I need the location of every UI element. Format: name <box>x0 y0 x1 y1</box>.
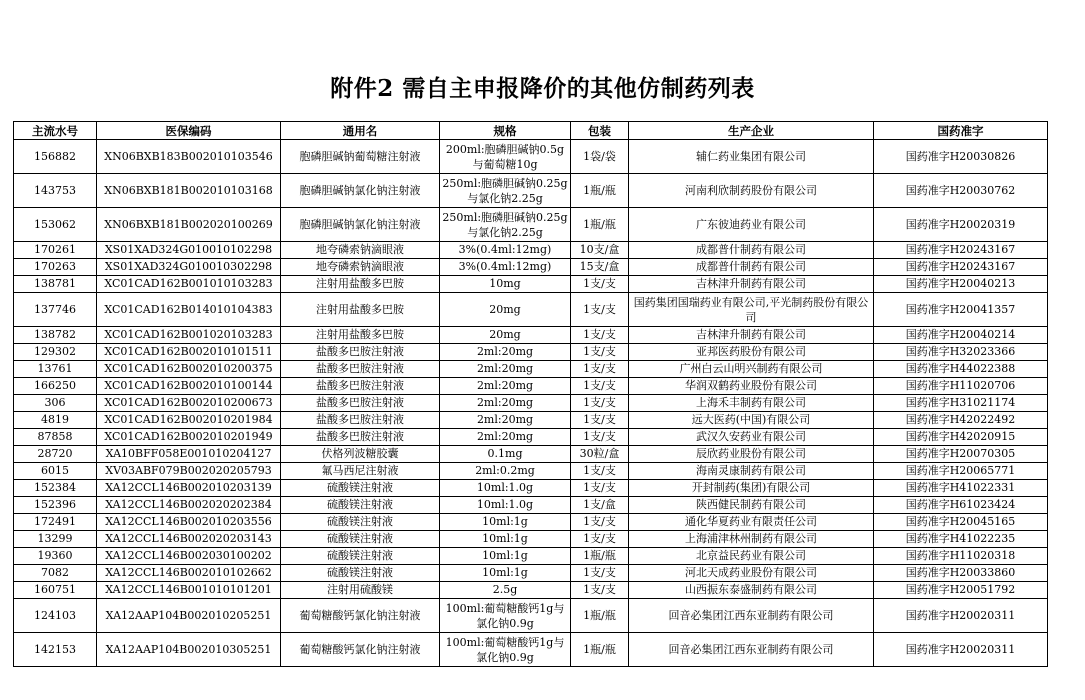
specification-cell: 200ml:胞磷胆碱钠0.5g与葡萄糖10g <box>440 140 571 174</box>
specification-cell: 10mg <box>440 276 571 293</box>
serial-number-cell: 4819 <box>14 412 97 429</box>
generic-name-cell: 硫酸镁注射液 <box>281 480 440 497</box>
packaging-cell: 15支/盒 <box>571 259 629 276</box>
serial-number-cell: 13761 <box>14 361 97 378</box>
serial-number-cell: 166250 <box>14 378 97 395</box>
generic-name-cell: 地夸磷索钠滴眼液 <box>281 259 440 276</box>
table-row <box>14 293 1048 327</box>
approval-number-cell: 国药准字H20040213 <box>874 276 1048 293</box>
manufacturer-cell: 广东彼迪药业有限公司 <box>629 208 874 242</box>
packaging-cell: 1瓶/瓶 <box>571 174 629 208</box>
specification-cell: 100ml:葡萄糖酸钙1g与氯化钠0.9g <box>440 599 571 633</box>
packaging-cell: 10支/盒 <box>571 242 629 259</box>
serial-number-cell: 160751 <box>14 582 97 599</box>
manufacturer-cell: 开封制药(集团)有限公司 <box>629 480 874 497</box>
manufacturer-cell: 武汉久安药业有限公司 <box>629 429 874 446</box>
specification-cell: 2ml:20mg <box>440 395 571 412</box>
insurance-code-cell: XA10BFF058E001010204127 <box>97 446 281 463</box>
packaging-cell: 1瓶/瓶 <box>571 633 629 667</box>
table-row <box>14 548 1048 565</box>
insurance-code-cell: XN06BXB183B002010103546 <box>97 140 281 174</box>
approval-number-cell: 国药准字H41022235 <box>874 531 1048 548</box>
serial-number-cell: 143753 <box>14 174 97 208</box>
packaging-cell: 1支/支 <box>571 344 629 361</box>
serial-number-cell: 28720 <box>14 446 97 463</box>
packaging-cell: 1支/支 <box>571 514 629 531</box>
approval-number-cell: 国药准字H20030826 <box>874 140 1048 174</box>
manufacturer-cell: 陕西健民制药有限公司 <box>629 497 874 514</box>
insurance-code-cell: XC01CAD162B002010201984 <box>97 412 281 429</box>
insurance-code-cell: XA12AAP104B002010305251 <box>97 633 281 667</box>
packaging-cell: 1支/支 <box>571 395 629 412</box>
approval-number-cell: 国药准字H42020915 <box>874 429 1048 446</box>
manufacturer-cell: 上海禾丰制药有限公司 <box>629 395 874 412</box>
column-header-manufacturer: 生产企业 <box>629 122 874 140</box>
serial-number-cell: 124103 <box>14 599 97 633</box>
table-row <box>14 242 1048 259</box>
insurance-code-cell: XA12CCL146B002020202384 <box>97 497 281 514</box>
table-row <box>14 497 1048 514</box>
insurance-code-cell: XA12CCL146B002020203143 <box>97 531 281 548</box>
packaging-cell: 1支/支 <box>571 463 629 480</box>
manufacturer-cell: 成都普什制药有限公司 <box>629 259 874 276</box>
approval-number-cell: 国药准字H20243167 <box>874 242 1048 259</box>
specification-cell: 10ml:1g <box>440 565 571 582</box>
approval-number-cell: 国药准字H11020318 <box>874 548 1048 565</box>
approval-number-cell: 国药准字H20045165 <box>874 514 1048 531</box>
serial-number-cell: 156882 <box>14 140 97 174</box>
serial-number-cell: 153062 <box>14 208 97 242</box>
serial-number-cell: 152384 <box>14 480 97 497</box>
approval-number-cell: 国药准字H20070305 <box>874 446 1048 463</box>
generic-name-cell: 注射用盐酸多巴胺 <box>281 276 440 293</box>
approval-number-cell: 国药准字H20051792 <box>874 582 1048 599</box>
table-row <box>14 361 1048 378</box>
specification-cell: 10ml:1.0g <box>440 497 571 514</box>
specification-cell: 100ml:葡萄糖酸钙1g与氯化钠0.9g <box>440 633 571 667</box>
manufacturer-cell: 辰欣药业股份有限公司 <box>629 446 874 463</box>
manufacturer-cell: 回音必集团江西东亚制药有限公司 <box>629 633 874 667</box>
packaging-cell: 1袋/袋 <box>571 140 629 174</box>
serial-number-cell: 170261 <box>14 242 97 259</box>
table-header-row <box>14 122 1048 140</box>
table-row <box>14 531 1048 548</box>
column-header-insurance-code: 医保编码 <box>97 122 281 140</box>
approval-number-cell: 国药准字H20041357 <box>874 293 1048 327</box>
manufacturer-cell: 河南利欣制药股份有限公司 <box>629 174 874 208</box>
serial-number-cell: 142153 <box>14 633 97 667</box>
specification-cell: 20mg <box>440 293 571 327</box>
serial-number-cell: 170263 <box>14 259 97 276</box>
generic-name-cell: 硫酸镁注射液 <box>281 548 440 565</box>
approval-number-cell: 国药准字H20065771 <box>874 463 1048 480</box>
serial-number-cell: 7082 <box>14 565 97 582</box>
approval-number-cell: 国药准字H61023424 <box>874 497 1048 514</box>
manufacturer-cell: 回音必集团江西东亚制药有限公司 <box>629 599 874 633</box>
insurance-code-cell: XA12CCL146B001010101201 <box>97 582 281 599</box>
table-row <box>14 514 1048 531</box>
packaging-cell: 1瓶/瓶 <box>571 548 629 565</box>
serial-number-cell: 306 <box>14 395 97 412</box>
insurance-code-cell: XC01CAD162B002010100144 <box>97 378 281 395</box>
specification-cell: 10ml:1g <box>440 531 571 548</box>
specification-cell: 250ml:胞磷胆碱钠0.25g与氯化钠2.25g <box>440 208 571 242</box>
generic-name-cell: 注射用盐酸多巴胺 <box>281 327 440 344</box>
insurance-code-cell: XN06BXB181B002020100269 <box>97 208 281 242</box>
table-row <box>14 276 1048 293</box>
generic-name-cell: 硫酸镁注射液 <box>281 514 440 531</box>
packaging-cell: 1瓶/瓶 <box>571 208 629 242</box>
insurance-code-cell: XA12CCL146B002010102662 <box>97 565 281 582</box>
generic-name-cell: 注射用硫酸镁 <box>281 582 440 599</box>
manufacturer-cell: 河北天成药业股份有限公司 <box>629 565 874 582</box>
generic-name-cell: 胞磷胆碱钠葡萄糖注射液 <box>281 140 440 174</box>
manufacturer-cell: 远大医药(中国)有限公司 <box>629 412 874 429</box>
manufacturer-cell: 吉林津升制药有限公司 <box>629 327 874 344</box>
packaging-cell: 1支/支 <box>571 531 629 548</box>
serial-number-cell: 6015 <box>14 463 97 480</box>
insurance-code-cell: XC01CAD162B002010200673 <box>97 395 281 412</box>
table-row <box>14 599 1048 633</box>
specification-cell: 2ml:20mg <box>440 361 571 378</box>
generic-name-cell: 氟马西尼注射液 <box>281 463 440 480</box>
table-row <box>14 395 1048 412</box>
approval-number-cell: 国药准字H41022331 <box>874 480 1048 497</box>
serial-number-cell: 138781 <box>14 276 97 293</box>
table-row <box>14 429 1048 446</box>
table-row <box>14 344 1048 361</box>
generic-name-cell: 注射用盐酸多巴胺 <box>281 293 440 327</box>
packaging-cell: 1支/支 <box>571 361 629 378</box>
table-row <box>14 327 1048 344</box>
insurance-code-cell: XA12AAP104B002010205251 <box>97 599 281 633</box>
column-header-specification: 规格 <box>440 122 571 140</box>
specification-cell: 2.5g <box>440 582 571 599</box>
generic-name-cell: 伏格列波糖胶囊 <box>281 446 440 463</box>
serial-number-cell: 19360 <box>14 548 97 565</box>
manufacturer-cell: 吉林津升制药有限公司 <box>629 276 874 293</box>
specification-cell: 0.1mg <box>440 446 571 463</box>
manufacturer-cell: 辅仁药业集团有限公司 <box>629 140 874 174</box>
column-header-generic-name: 通用名 <box>281 122 440 140</box>
manufacturer-cell: 山西振东泰盛制药有限公司 <box>629 582 874 599</box>
approval-number-cell: 国药准字H32023366 <box>874 344 1048 361</box>
specification-cell: 10ml:1g <box>440 514 571 531</box>
approval-number-cell: 国药准字H20020319 <box>874 208 1048 242</box>
column-header-approval-number: 国药准字 <box>874 122 1048 140</box>
manufacturer-cell: 上海浦津林州制药有限公司 <box>629 531 874 548</box>
manufacturer-cell: 通化华夏药业有限责任公司 <box>629 514 874 531</box>
insurance-code-cell: XC01CAD162B002010201949 <box>97 429 281 446</box>
packaging-cell: 1支/支 <box>571 480 629 497</box>
table-row <box>14 259 1048 276</box>
specification-cell: 2ml:20mg <box>440 412 571 429</box>
manufacturer-cell: 亚邦医药股份有限公司 <box>629 344 874 361</box>
generic-name-cell: 硫酸镁注射液 <box>281 497 440 514</box>
generic-name-cell: 盐酸多巴胺注射液 <box>281 412 440 429</box>
generic-name-cell: 盐酸多巴胺注射液 <box>281 378 440 395</box>
approval-number-cell: 国药准字H20030762 <box>874 174 1048 208</box>
column-header-packaging: 包装 <box>571 122 629 140</box>
packaging-cell: 1支/支 <box>571 412 629 429</box>
approval-number-cell: 国药准字H11020706 <box>874 378 1048 395</box>
table-row <box>14 565 1048 582</box>
insurance-code-cell: XS01XAD324G010010302298 <box>97 259 281 276</box>
serial-number-cell: 138782 <box>14 327 97 344</box>
insurance-code-cell: XA12CCL146B002010203556 <box>97 514 281 531</box>
insurance-code-cell: XC01CAD162B002010200375 <box>97 361 281 378</box>
generic-name-cell: 胞磷胆碱钠氯化钠注射液 <box>281 174 440 208</box>
packaging-cell: 1支/盒 <box>571 497 629 514</box>
column-header-serial-number: 主流水号 <box>14 122 97 140</box>
table-row <box>14 633 1048 667</box>
serial-number-cell: 87858 <box>14 429 97 446</box>
insurance-code-cell: XC01CAD162B001020103283 <box>97 327 281 344</box>
approval-number-cell: 国药准字H44022388 <box>874 361 1048 378</box>
insurance-code-cell: XA12CCL146B002010203139 <box>97 480 281 497</box>
insurance-code-cell: XS01XAD324G010010102298 <box>97 242 281 259</box>
table-row <box>14 446 1048 463</box>
manufacturer-cell: 成都普什制药有限公司 <box>629 242 874 259</box>
insurance-code-cell: XV03ABF079B002020205793 <box>97 463 281 480</box>
specification-cell: 20mg <box>440 327 571 344</box>
table-body <box>14 140 1048 667</box>
insurance-code-cell: XC01CAD162B001010103283 <box>97 276 281 293</box>
approval-number-cell: 国药准字H20033860 <box>874 565 1048 582</box>
approval-number-cell: 国药准字H42022492 <box>874 412 1048 429</box>
page-title: 附件2 需自主申报降价的其他仿制药列表 <box>330 75 755 102</box>
serial-number-cell: 129302 <box>14 344 97 361</box>
table-row <box>14 140 1048 174</box>
specification-cell: 2ml:0.2mg <box>440 463 571 480</box>
specification-cell: 3%(0.4ml:12mg) <box>440 242 571 259</box>
generic-drug-table <box>13 121 1048 667</box>
generic-name-cell: 盐酸多巴胺注射液 <box>281 361 440 378</box>
packaging-cell: 1支/支 <box>571 565 629 582</box>
serial-number-cell: 137746 <box>14 293 97 327</box>
manufacturer-cell: 海南灵康制药有限公司 <box>629 463 874 480</box>
specification-cell: 3%(0.4ml:12mg) <box>440 259 571 276</box>
generic-name-cell: 地夸磷索钠滴眼液 <box>281 242 440 259</box>
packaging-cell: 1支/支 <box>571 327 629 344</box>
table-row <box>14 174 1048 208</box>
table-row <box>14 463 1048 480</box>
generic-name-cell: 葡萄糖酸钙氯化钠注射液 <box>281 633 440 667</box>
generic-name-cell: 盐酸多巴胺注射液 <box>281 395 440 412</box>
packaging-cell: 1瓶/瓶 <box>571 599 629 633</box>
insurance-code-cell: XC01CAD162B002010101511 <box>97 344 281 361</box>
generic-name-cell: 硫酸镁注射液 <box>281 565 440 582</box>
table-header <box>14 122 1048 140</box>
approval-number-cell: 国药准字H20020311 <box>874 599 1048 633</box>
serial-number-cell: 172491 <box>14 514 97 531</box>
manufacturer-cell: 国药集团国瑞药业有限公司,平光制药股份有限公司 <box>629 293 874 327</box>
specification-cell: 10ml:1g <box>440 548 571 565</box>
insurance-code-cell: XN06BXB181B002010103168 <box>97 174 281 208</box>
manufacturer-cell: 广州白云山明兴制药有限公司 <box>629 361 874 378</box>
table-row <box>14 208 1048 242</box>
table-row <box>14 582 1048 599</box>
specification-cell: 2ml:20mg <box>440 429 571 446</box>
packaging-cell: 1支/支 <box>571 429 629 446</box>
table-row <box>14 480 1048 497</box>
packaging-cell: 1支/支 <box>571 378 629 395</box>
generic-name-cell: 盐酸多巴胺注射液 <box>281 429 440 446</box>
specification-cell: 10ml:1.0g <box>440 480 571 497</box>
packaging-cell: 1支/支 <box>571 276 629 293</box>
manufacturer-cell: 华润双鹤药业股份有限公司 <box>629 378 874 395</box>
packaging-cell: 1支/支 <box>571 582 629 599</box>
generic-name-cell: 盐酸多巴胺注射液 <box>281 344 440 361</box>
specification-cell: 2ml:20mg <box>440 378 571 395</box>
generic-name-cell: 硫酸镁注射液 <box>281 531 440 548</box>
insurance-code-cell: XC01CAD162B014010104383 <box>97 293 281 327</box>
generic-name-cell: 葡萄糖酸钙氯化钠注射液 <box>281 599 440 633</box>
insurance-code-cell: XA12CCL146B002030100202 <box>97 548 281 565</box>
manufacturer-cell: 北京益民药业有限公司 <box>629 548 874 565</box>
table-row <box>14 378 1048 395</box>
specification-cell: 250ml:胞磷胆碱钠0.25g与氯化钠2.25g <box>440 174 571 208</box>
packaging-cell: 1支/支 <box>571 293 629 327</box>
generic-name-cell: 胞磷胆碱钠氯化钠注射液 <box>281 208 440 242</box>
specification-cell: 2ml:20mg <box>440 344 571 361</box>
approval-number-cell: 国药准字H31021174 <box>874 395 1048 412</box>
packaging-cell: 30粒/盒 <box>571 446 629 463</box>
approval-number-cell: 国药准字H20040214 <box>874 327 1048 344</box>
serial-number-cell: 13299 <box>14 531 97 548</box>
table-row <box>14 412 1048 429</box>
serial-number-cell: 152396 <box>14 497 97 514</box>
approval-number-cell: 国药准字H20243167 <box>874 259 1048 276</box>
approval-number-cell: 国药准字H20020311 <box>874 633 1048 667</box>
